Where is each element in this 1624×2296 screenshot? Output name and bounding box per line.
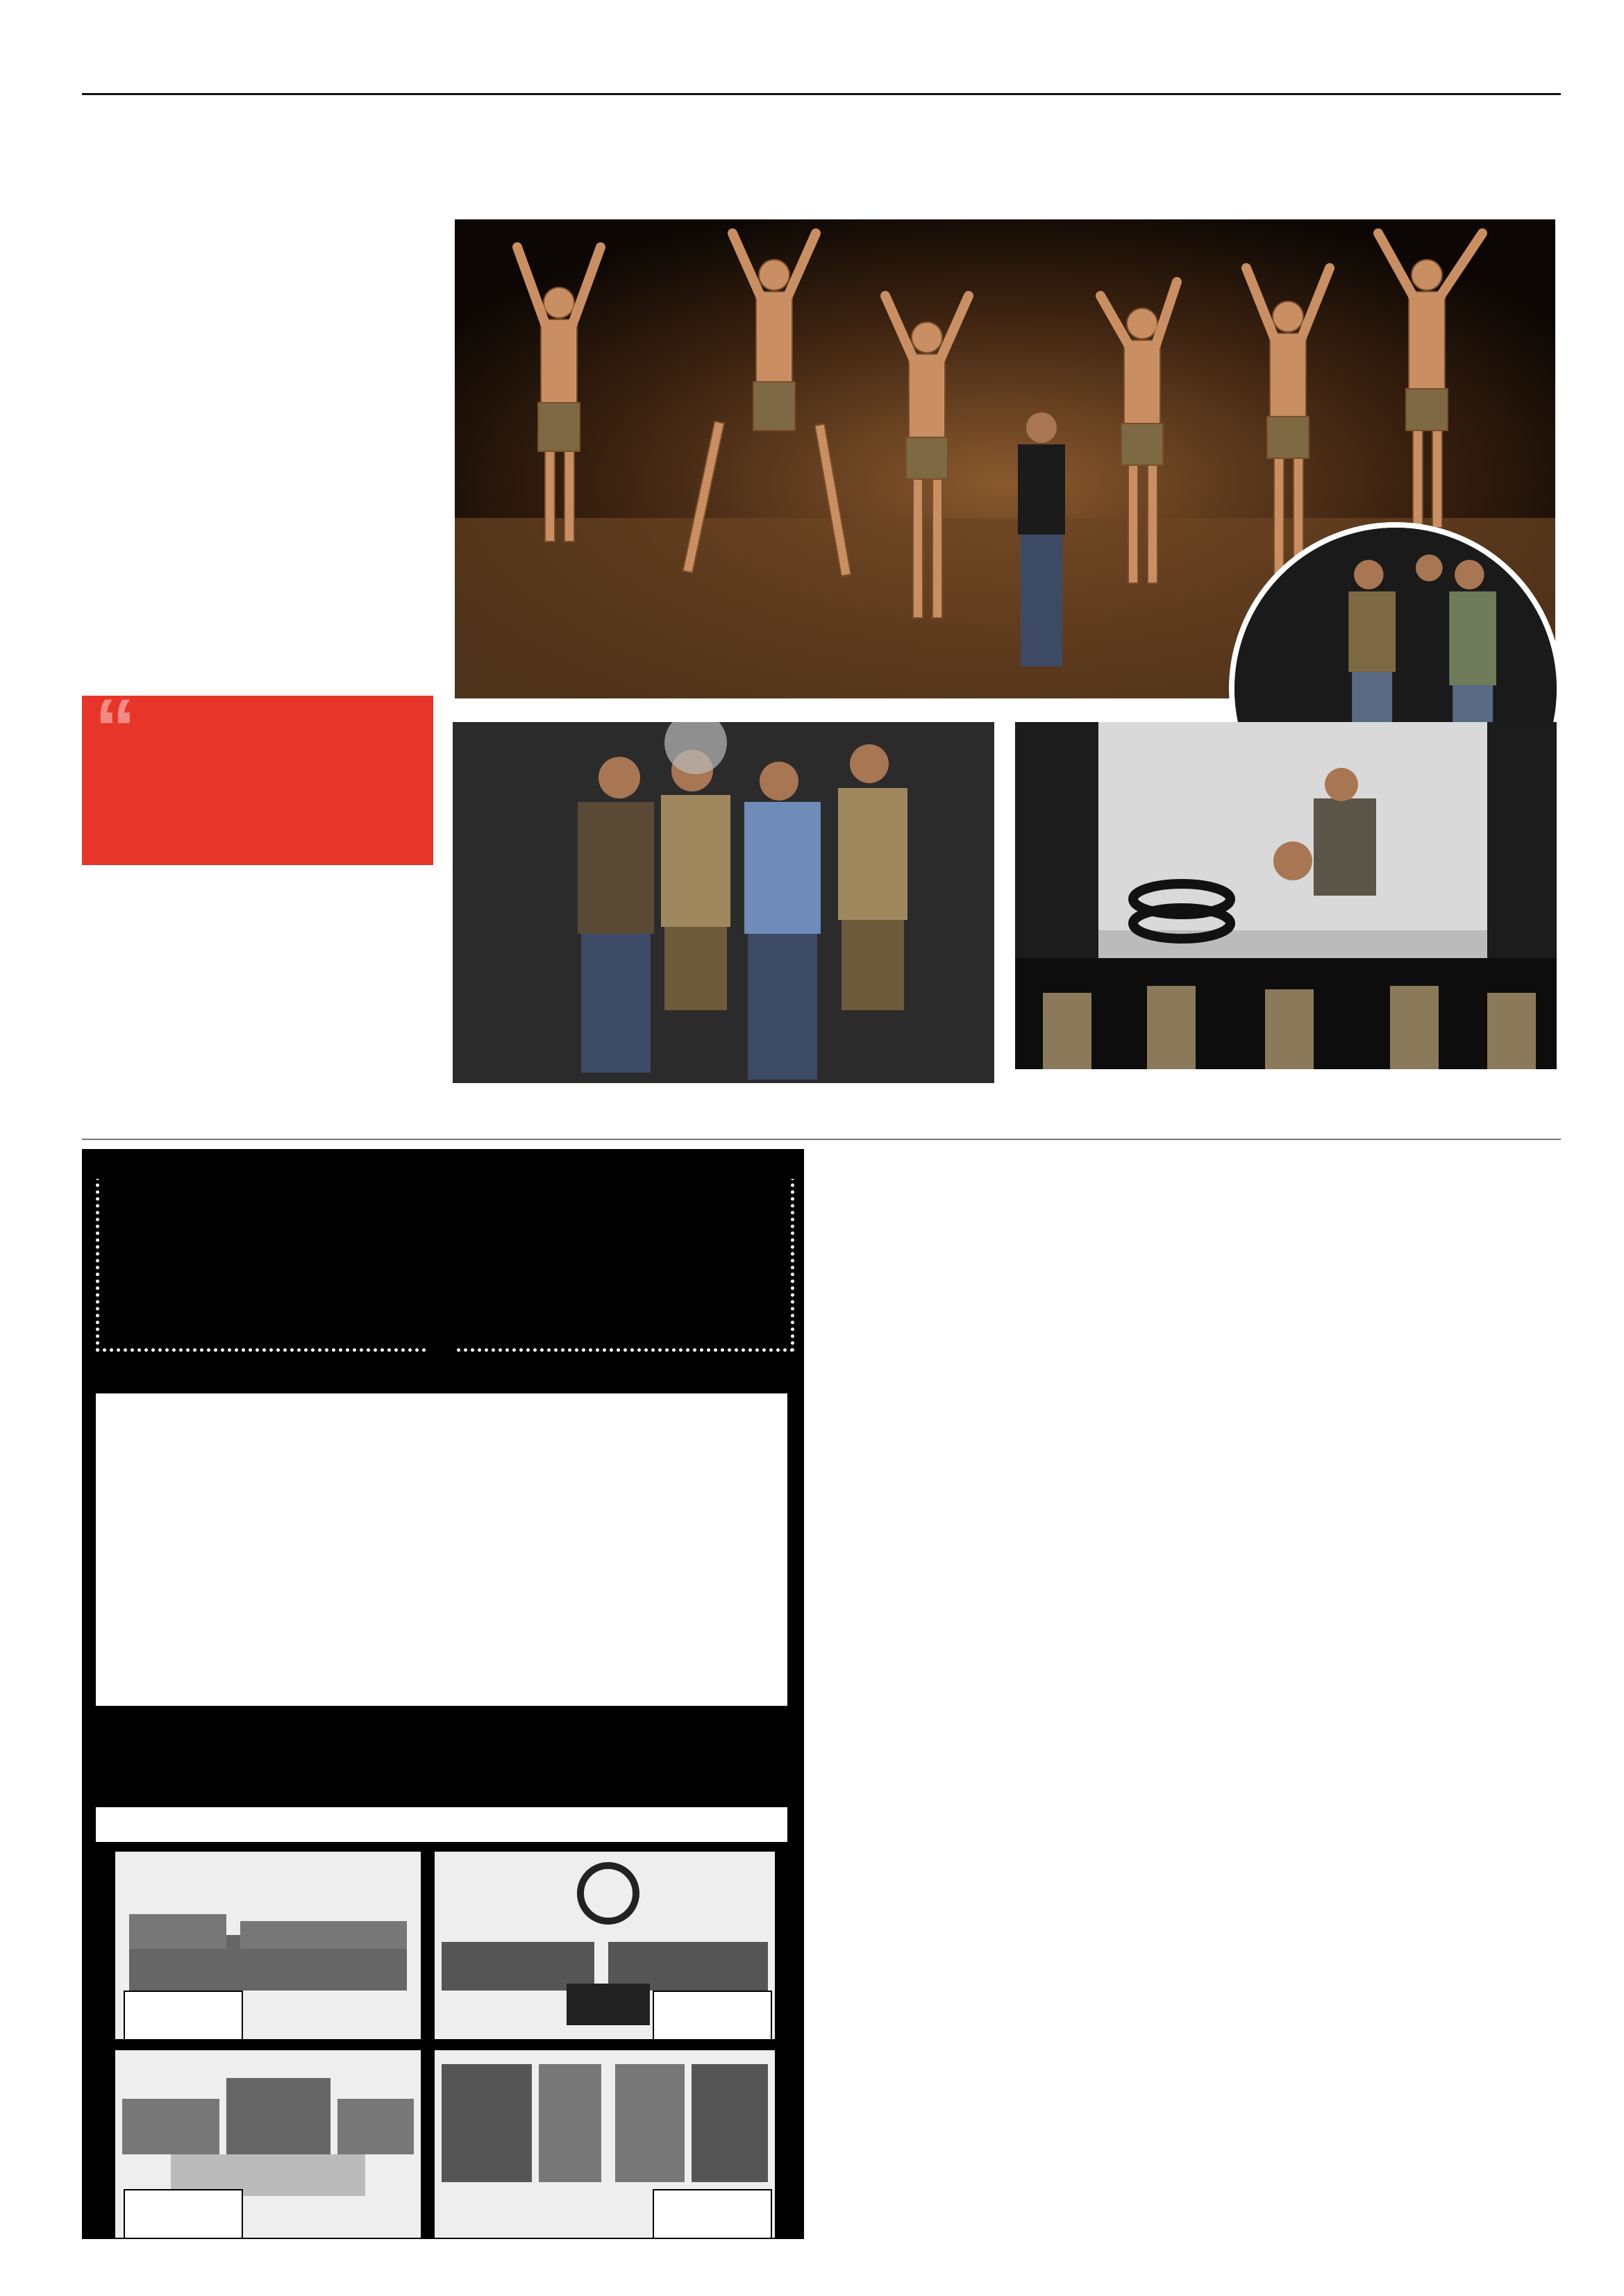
sale-panel	[96, 1393, 787, 1706]
price-tag	[653, 2189, 772, 2239]
masthead-rule	[82, 93, 1561, 95]
ad-url[interactable]	[82, 1157, 804, 1179]
price-tag	[124, 2189, 243, 2239]
indoctrination-photo	[453, 722, 994, 1083]
section-divider	[82, 1139, 1561, 1140]
price-tag	[124, 1991, 243, 2041]
store-name-text	[429, 1338, 457, 1388]
pull-quote-box	[82, 682, 433, 865]
store-name	[82, 1335, 804, 1391]
price-tag	[653, 1991, 772, 2041]
ad-url-text[interactable]	[435, 1157, 451, 1178]
furniture-ad	[82, 1149, 804, 2239]
quote-mark-icon: “	[94, 682, 136, 775]
cut-out-bar	[96, 1807, 787, 1842]
masculinity-photo	[1015, 722, 1557, 1069]
brand-frame	[96, 1163, 794, 1352]
